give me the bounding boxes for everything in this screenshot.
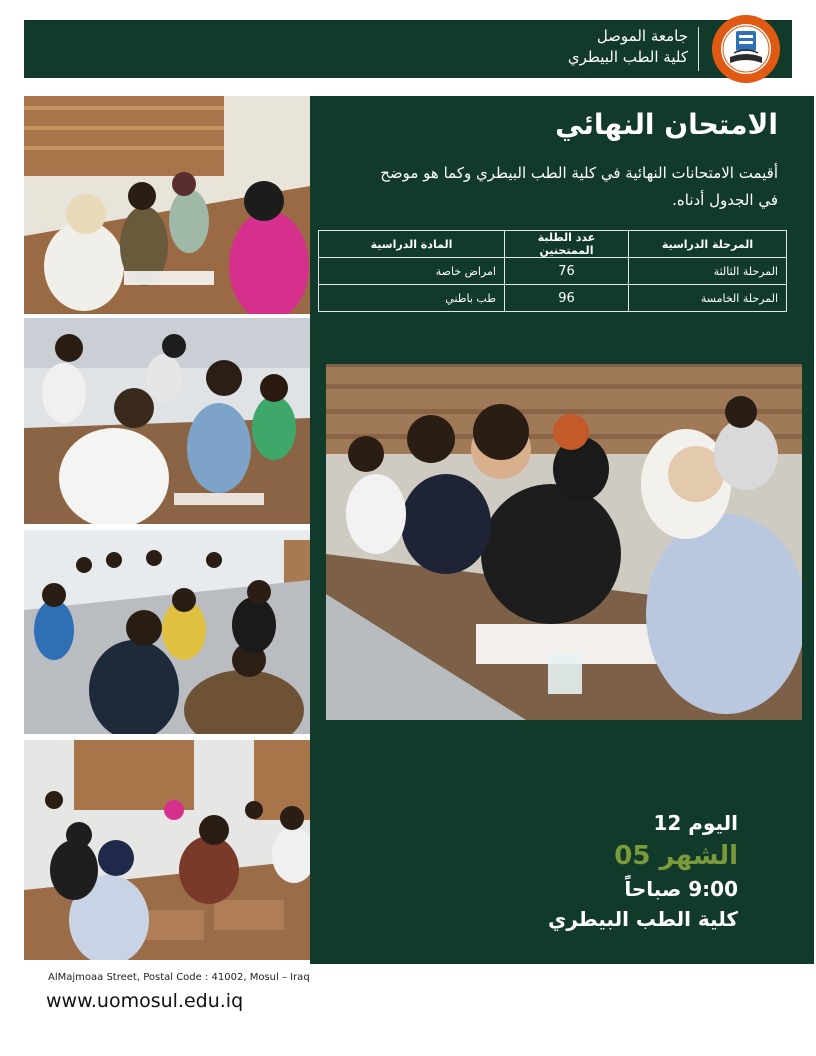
cell-subject: طب باطني	[319, 285, 505, 312]
cell-subject: امراض خاصة	[319, 258, 505, 285]
exam-hall-photo	[326, 364, 802, 720]
event-time: 9:00 صباحاً	[624, 877, 738, 901]
announcement-intro: أقيمت الامتحانات النهائية في كلية الطب البيطري وكما هو موضح في الجدول أدناه.	[380, 164, 778, 209]
university-name: جامعة الموصل	[596, 27, 688, 45]
header-text	[568, 26, 688, 68]
college-name: كلية الطب البيطري	[567, 48, 688, 66]
exam-photo-4	[24, 740, 310, 960]
cell-student-count: 76	[505, 258, 629, 285]
header-subject: المادة الدراسية	[319, 231, 505, 258]
event-day: اليوم 12	[653, 811, 738, 835]
footer-website-link[interactable]: www.uomosul.edu.iq	[46, 990, 244, 1012]
header-stage: المرحلة الدراسية	[629, 231, 787, 258]
event-info	[548, 808, 738, 934]
table-row	[319, 258, 787, 285]
cell-stage: المرحلة الثالثة	[629, 258, 787, 285]
header-student-count: عدد الطلبة الممتحنين	[505, 231, 629, 258]
exam-schedule-table	[318, 230, 787, 312]
exam-photo-1	[24, 96, 310, 314]
header-bar	[24, 20, 792, 78]
announcement-title: الامتحان النهائي	[555, 108, 778, 141]
cell-stage: المرحلة الخامسة	[629, 285, 787, 312]
table-header-row	[319, 231, 787, 258]
university-seal-icon	[710, 13, 782, 85]
event-place: كلية الطب البيطري	[548, 907, 738, 931]
exam-photo-3	[24, 530, 310, 734]
cell-student-count: 96	[505, 285, 629, 312]
event-month: الشهر 05	[614, 841, 738, 871]
footer-address: AlMajmoaa Street, Postal Code : 41002, Mosul – Iraq	[48, 972, 310, 983]
table-row	[319, 285, 787, 312]
header-divider	[698, 27, 699, 71]
exam-photo-2	[24, 318, 310, 524]
